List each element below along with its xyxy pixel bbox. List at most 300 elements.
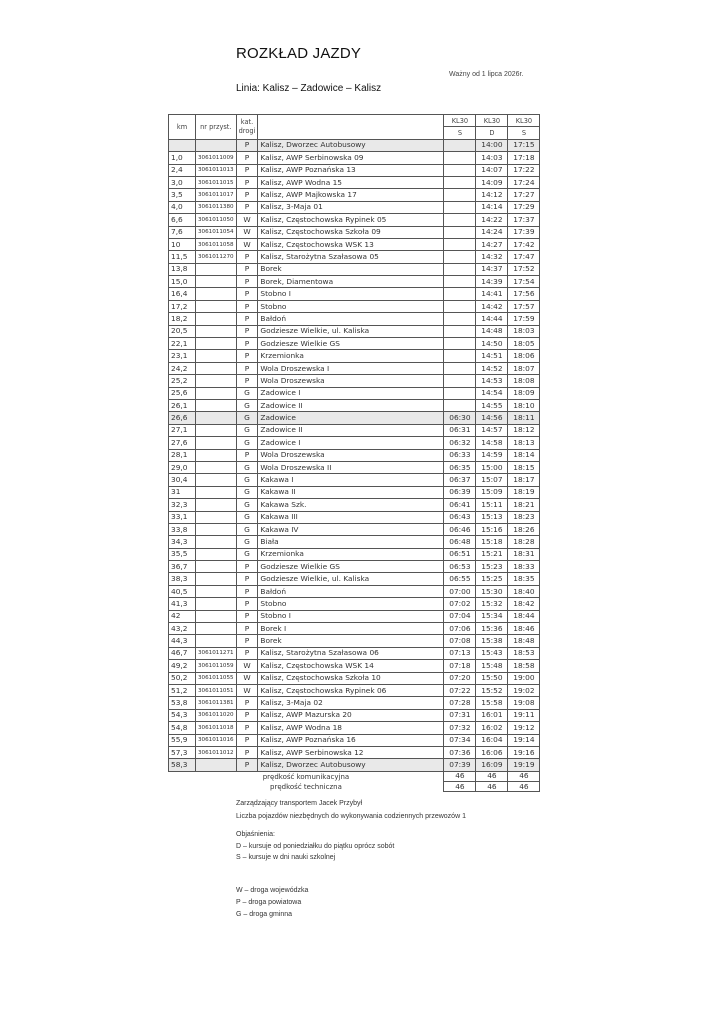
stop-name-cell: Kalisz, Dworzec Autobusowy	[258, 759, 444, 771]
departure-time-cell: 14:00	[476, 139, 508, 151]
road-category-cell: P	[236, 251, 258, 263]
stop-name-cell: Wola Droszewska II	[258, 461, 444, 473]
departure-time-cell: 18:40	[508, 585, 540, 597]
stop-name-cell: Borek	[258, 635, 444, 647]
header-km: km	[169, 115, 196, 140]
departure-time-cell: 07:28	[444, 697, 476, 709]
stop-number-cell: 3061011016	[196, 734, 237, 746]
departure-time-cell: 14:37	[476, 263, 508, 275]
stop-number-cell	[196, 375, 237, 387]
table-row	[169, 399, 540, 411]
stop-number-cell	[196, 461, 237, 473]
departure-time-cell: 15:36	[476, 623, 508, 635]
departure-time-cell: 18:31	[508, 548, 540, 560]
stop-name-cell: Kakawa Szk.	[258, 499, 444, 511]
departure-time-cell: 06:51	[444, 548, 476, 560]
course-code: KL30	[476, 115, 508, 127]
departure-time-cell: 06:55	[444, 573, 476, 585]
departure-time-cell: 17:59	[508, 313, 540, 325]
road-category-cell: P	[236, 350, 258, 362]
stop-number-cell	[196, 523, 237, 535]
speed-comm-label: prędkość komunikacyjna	[262, 772, 350, 781]
speed-comm-value: 46	[444, 771, 476, 782]
departure-time-cell: 19:12	[508, 722, 540, 734]
stop-number-cell: 3061011009	[196, 152, 237, 164]
km-cell: 44,3	[169, 635, 196, 647]
departure-time-cell: 17:27	[508, 189, 540, 201]
road-category-cell: P	[236, 449, 258, 461]
stop-number-cell	[196, 313, 237, 325]
km-cell: 15,0	[169, 276, 196, 288]
departure-time-cell: 07:18	[444, 660, 476, 672]
stop-name-cell: Kalisz, Częstochowska Szkoła 10	[258, 672, 444, 684]
departure-time-cell: 07:20	[444, 672, 476, 684]
table-row	[169, 139, 540, 151]
departure-time-cell: 19:16	[508, 746, 540, 758]
stop-name-cell: Godziesze Wielkie GS	[258, 338, 444, 350]
stop-number-cell	[196, 325, 237, 337]
road-category-cell: W	[236, 684, 258, 696]
departure-time-cell: 18:12	[508, 424, 540, 436]
stop-number-cell	[196, 548, 237, 560]
table-row	[169, 548, 540, 560]
departure-time-cell: 17:22	[508, 164, 540, 176]
departure-time-cell: 07:04	[444, 610, 476, 622]
table-row	[169, 375, 540, 387]
stop-name-cell: Stobno I	[258, 610, 444, 622]
departure-time-cell: 14:22	[476, 214, 508, 226]
table-row	[169, 362, 540, 374]
road-category-cell: P	[236, 647, 258, 659]
course-days: S	[444, 127, 476, 139]
stop-number-cell	[196, 598, 237, 610]
stop-number-cell	[196, 585, 237, 597]
km-cell: 13,8	[169, 263, 196, 275]
table-row	[169, 325, 540, 337]
departure-time-cell: 06:37	[444, 474, 476, 486]
departure-time-cell: 18:11	[508, 412, 540, 424]
table-row	[169, 288, 540, 300]
stop-number-cell: 3061011380	[196, 201, 237, 213]
km-cell: 41,3	[169, 598, 196, 610]
departure-time-cell: 15:58	[476, 697, 508, 709]
departure-time-cell: 18:17	[508, 474, 540, 486]
header-stop-name	[258, 115, 444, 140]
road-category-cell: P	[236, 375, 258, 387]
table-row	[169, 660, 540, 672]
departure-time-cell: 15:16	[476, 523, 508, 535]
departure-time-cell: 15:52	[476, 684, 508, 696]
table-row	[169, 164, 540, 176]
departure-time-cell: 15:21	[476, 548, 508, 560]
table-row	[169, 709, 540, 721]
stop-name-cell: Bałdoń	[258, 585, 444, 597]
stop-name-cell: Wola Droszewska I	[258, 362, 444, 374]
course-code: KL30	[508, 115, 540, 127]
table-row	[169, 499, 540, 511]
road-category-cell: G	[236, 474, 258, 486]
departure-time-cell: 14:24	[476, 226, 508, 238]
departure-time-cell: 14:53	[476, 375, 508, 387]
departure-time-cell: 18:26	[508, 523, 540, 535]
departure-time-cell: 18:03	[508, 325, 540, 337]
km-cell: 20,5	[169, 325, 196, 337]
road-category-cell: P	[236, 201, 258, 213]
departure-time-cell: 17:15	[508, 139, 540, 151]
departure-time-cell: 14:09	[476, 176, 508, 188]
km-cell: 26,1	[169, 399, 196, 411]
stop-name-cell: Krzemionka	[258, 548, 444, 560]
departure-time-cell: 19:08	[508, 697, 540, 709]
speed-tech-value: 46	[444, 782, 476, 792]
km-cell: 10	[169, 238, 196, 250]
km-cell: 6,6	[169, 214, 196, 226]
road-category-cell: P	[236, 189, 258, 201]
departure-time-cell	[444, 338, 476, 350]
road-category-cell: P	[236, 288, 258, 300]
departure-time-cell: 18:19	[508, 486, 540, 498]
km-cell: 25,2	[169, 375, 196, 387]
stop-number-cell	[196, 511, 237, 523]
departure-time-cell: 06:46	[444, 523, 476, 535]
stop-name-cell: Kalisz, AWP Wodna 18	[258, 722, 444, 734]
table-row	[169, 672, 540, 684]
road-category-cell: P	[236, 139, 258, 151]
departure-time-cell: 15:43	[476, 647, 508, 659]
stop-name-cell: Kalisz, Starożytna Szałasowa 05	[258, 251, 444, 263]
departure-time-cell: 14:03	[476, 152, 508, 164]
stop-name-cell: Kalisz, 3-Maja 01	[258, 201, 444, 213]
km-cell: 43,2	[169, 623, 196, 635]
departure-time-cell: 14:27	[476, 238, 508, 250]
table-row	[169, 152, 540, 164]
road-category-cell: P	[236, 610, 258, 622]
table-row	[169, 461, 540, 473]
stop-name-cell: Krzemionka	[258, 350, 444, 362]
stop-number-cell: 3061011012	[196, 746, 237, 758]
road-category-cell: G	[236, 536, 258, 548]
stop-number-cell: 3061011020	[196, 709, 237, 721]
stop-number-cell	[196, 362, 237, 374]
departure-time-cell	[444, 288, 476, 300]
departure-time-cell	[444, 189, 476, 201]
stop-number-cell	[196, 759, 237, 771]
km-cell: 23,1	[169, 350, 196, 362]
table-row	[169, 598, 540, 610]
departure-time-cell: 14:54	[476, 387, 508, 399]
departure-time-cell: 14:12	[476, 189, 508, 201]
departure-time-cell: 17:29	[508, 201, 540, 213]
km-cell: 25,6	[169, 387, 196, 399]
stop-name-cell: Stobno I	[258, 288, 444, 300]
stop-name-cell: Kalisz, AWP Poznańska 13	[258, 164, 444, 176]
stop-name-cell: Zadowice I	[258, 387, 444, 399]
header-stop-number: nr przyst.	[196, 115, 237, 140]
departure-time-cell: 17:47	[508, 251, 540, 263]
road-category-cell: G	[236, 499, 258, 511]
road-category-cell: P	[236, 164, 258, 176]
road-category-cell: G	[236, 387, 258, 399]
stop-number-cell: 3061011055	[196, 672, 237, 684]
departure-time-cell: 07:13	[444, 647, 476, 659]
table-row	[169, 189, 540, 201]
departure-time-cell: 19:02	[508, 684, 540, 696]
km-cell: 3,5	[169, 189, 196, 201]
departure-time-cell: 18:58	[508, 660, 540, 672]
departure-time-cell: 14:51	[476, 350, 508, 362]
table-row	[169, 511, 540, 523]
departure-time-cell: 18:10	[508, 399, 540, 411]
stop-number-cell	[196, 573, 237, 585]
stop-name-cell: Kalisz, Częstochowska Szkoła 09	[258, 226, 444, 238]
stop-number-cell: 3061011381	[196, 697, 237, 709]
stop-number-cell	[196, 424, 237, 436]
table-row	[169, 474, 540, 486]
stop-name-cell: Zadowice II	[258, 424, 444, 436]
road-category-cell: P	[236, 709, 258, 721]
departure-time-cell: 15:11	[476, 499, 508, 511]
departure-time-cell: 14:58	[476, 437, 508, 449]
departure-time-cell: 14:32	[476, 251, 508, 263]
departure-time-cell	[444, 362, 476, 374]
stop-name-cell: Kalisz, AWP Serbinowska 09	[258, 152, 444, 164]
departure-time-cell: 06:41	[444, 499, 476, 511]
table-row	[169, 387, 540, 399]
stop-number-cell	[196, 474, 237, 486]
stop-name-cell: Kalisz, AWP Mazurska 20	[258, 709, 444, 721]
stop-name-cell: Kalisz, AWP Majkowska 17	[258, 189, 444, 201]
departure-time-cell: 16:02	[476, 722, 508, 734]
table-row	[169, 437, 540, 449]
departure-time-cell: 17:57	[508, 300, 540, 312]
stop-number-cell: 3061011050	[196, 214, 237, 226]
stop-name-cell: Kalisz, AWP Wodna 15	[258, 176, 444, 188]
km-cell: 26,6	[169, 412, 196, 424]
timetable	[168, 114, 540, 792]
departure-time-cell: 14:59	[476, 449, 508, 461]
km-cell: 7,6	[169, 226, 196, 238]
stop-name-cell: Stobno	[258, 598, 444, 610]
legend-w: W – droga wojewódzka	[236, 887, 309, 894]
stop-name-cell: Kalisz, Częstochowska Rypinek 06	[258, 684, 444, 696]
table-row	[169, 722, 540, 734]
departure-time-cell: 17:54	[508, 276, 540, 288]
departure-time-cell: 15:23	[476, 561, 508, 573]
departure-time-cell	[444, 399, 476, 411]
table-row	[169, 412, 540, 424]
km-cell: 27,1	[169, 424, 196, 436]
km-cell: 53,8	[169, 697, 196, 709]
stop-name-cell: Kalisz, Częstochowska WSK 14	[258, 660, 444, 672]
departure-time-cell: 06:32	[444, 437, 476, 449]
departure-time-cell: 18:07	[508, 362, 540, 374]
departure-time-cell: 06:39	[444, 486, 476, 498]
road-category-cell: G	[236, 437, 258, 449]
stop-number-cell: 3061011051	[196, 684, 237, 696]
table-row	[169, 214, 540, 226]
vehicles-note: Liczba pojazdów niezbędnych do wykonywania codziennych przewozów 1	[236, 813, 466, 820]
road-category-cell: G	[236, 548, 258, 560]
stop-number-cell	[196, 399, 237, 411]
departure-time-cell: 18:21	[508, 499, 540, 511]
departure-time-cell	[444, 201, 476, 213]
speed-tech-value: 46	[508, 782, 540, 792]
km-cell: 17,2	[169, 300, 196, 312]
km-cell: 32,3	[169, 499, 196, 511]
departure-time-cell: 06:35	[444, 461, 476, 473]
departure-time-cell: 14:56	[476, 412, 508, 424]
speed-tech-label: prędkość techniczna	[270, 782, 342, 791]
course-code: KL30	[444, 115, 476, 127]
road-category-cell: P	[236, 573, 258, 585]
stop-number-cell	[196, 486, 237, 498]
stop-name-cell: Zadowice	[258, 412, 444, 424]
departure-time-cell: 17:39	[508, 226, 540, 238]
departure-time-cell: 06:48	[444, 536, 476, 548]
stop-number-cell: 3061011059	[196, 660, 237, 672]
road-category-cell: P	[236, 276, 258, 288]
table-row	[169, 176, 540, 188]
departure-time-cell: 18:44	[508, 610, 540, 622]
stop-number-cell: 3061011018	[196, 722, 237, 734]
table-row	[169, 746, 540, 758]
table-row	[169, 300, 540, 312]
road-category-cell: P	[236, 697, 258, 709]
departure-time-cell: 15:38	[476, 635, 508, 647]
stop-number-cell	[196, 276, 237, 288]
departure-time-cell: 14:52	[476, 362, 508, 374]
km-cell: 51,2	[169, 684, 196, 696]
departure-time-cell: 14:14	[476, 201, 508, 213]
table-row	[169, 635, 540, 647]
table-row	[169, 647, 540, 659]
km-cell: 29,0	[169, 461, 196, 473]
departure-time-cell: 17:37	[508, 214, 540, 226]
table-row	[169, 486, 540, 498]
departure-time-cell: 07:06	[444, 623, 476, 635]
departure-time-cell: 06:53	[444, 561, 476, 573]
road-category-cell: W	[236, 672, 258, 684]
km-cell: 30,4	[169, 474, 196, 486]
departure-time-cell: 14:48	[476, 325, 508, 337]
road-category-cell: G	[236, 412, 258, 424]
departure-time-cell: 19:14	[508, 734, 540, 746]
road-category-cell: P	[236, 635, 258, 647]
km-cell: 2,4	[169, 164, 196, 176]
table-row	[169, 585, 540, 597]
stop-number-cell	[196, 139, 237, 151]
course-days: D	[476, 127, 508, 139]
speed-tech-value: 46	[476, 782, 508, 792]
departure-time-cell: 15:09	[476, 486, 508, 498]
departure-time-cell	[444, 387, 476, 399]
road-category-cell: G	[236, 424, 258, 436]
departure-time-cell: 17:56	[508, 288, 540, 300]
road-category-cell: G	[236, 461, 258, 473]
table-row	[169, 623, 540, 635]
departure-time-cell: 19:11	[508, 709, 540, 721]
stop-number-cell	[196, 561, 237, 573]
departure-time-cell: 15:25	[476, 573, 508, 585]
departure-time-cell: 15:07	[476, 474, 508, 486]
table-row	[169, 561, 540, 573]
timetable-body	[169, 139, 540, 771]
table-row	[169, 338, 540, 350]
departure-time-cell: 14:57	[476, 424, 508, 436]
departure-time-cell: 07:39	[444, 759, 476, 771]
table-row	[169, 684, 540, 696]
road-category-cell: W	[236, 226, 258, 238]
table-row	[169, 350, 540, 362]
stop-name-cell: Kakawa I	[258, 474, 444, 486]
table-row	[169, 313, 540, 325]
stop-number-cell	[196, 499, 237, 511]
road-category-cell: P	[236, 585, 258, 597]
departure-time-cell: 07:22	[444, 684, 476, 696]
table-row	[169, 759, 540, 771]
speed-comm-value: 46	[508, 771, 540, 782]
departure-time-cell	[444, 164, 476, 176]
departure-time-cell: 16:04	[476, 734, 508, 746]
departure-time-cell: 18:08	[508, 375, 540, 387]
km-cell: 11,5	[169, 251, 196, 263]
departure-time-cell: 15:00	[476, 461, 508, 473]
departure-time-cell: 14:50	[476, 338, 508, 350]
km-cell: 33,1	[169, 511, 196, 523]
road-category-cell: P	[236, 362, 258, 374]
departure-time-cell	[444, 226, 476, 238]
road-category-cell: G	[236, 399, 258, 411]
departure-time-cell: 06:30	[444, 412, 476, 424]
stop-number-cell	[196, 412, 237, 424]
road-category-cell: P	[236, 746, 258, 758]
stop-number-cell: 3061011271	[196, 647, 237, 659]
stop-name-cell: Zadowice II	[258, 399, 444, 411]
road-category-cell: P	[236, 722, 258, 734]
departure-time-cell: 18:06	[508, 350, 540, 362]
departure-time-cell: 18:35	[508, 573, 540, 585]
legend-d: D – kursuje od poniedziałku do piątku oprócz sobót	[236, 843, 395, 850]
km-cell: 40,5	[169, 585, 196, 597]
departure-time-cell: 15:13	[476, 511, 508, 523]
departure-time-cell: 06:31	[444, 424, 476, 436]
road-category-cell: W	[236, 214, 258, 226]
road-category-cell: W	[236, 238, 258, 250]
stop-number-cell: 3061011015	[196, 176, 237, 188]
table-row	[169, 536, 540, 548]
header-road-category: kat. drogi	[236, 115, 258, 140]
departure-time-cell	[444, 152, 476, 164]
departure-time-cell: 17:18	[508, 152, 540, 164]
stop-number-cell: 3061011058	[196, 238, 237, 250]
stop-name-cell: Borek, Diamentowa	[258, 276, 444, 288]
stop-name-cell: Kalisz, AWP Poznańska 16	[258, 734, 444, 746]
departure-time-cell: 15:30	[476, 585, 508, 597]
legend-g: G – droga gminna	[236, 911, 293, 918]
departure-time-cell: 17:24	[508, 176, 540, 188]
stop-number-cell	[196, 288, 237, 300]
stop-number-cell: 3061011013	[196, 164, 237, 176]
stop-name-cell: Borek	[258, 263, 444, 275]
stop-name-cell: Biała	[258, 536, 444, 548]
departure-time-cell: 14:55	[476, 399, 508, 411]
departure-time-cell: 19:19	[508, 759, 540, 771]
road-category-cell: P	[236, 338, 258, 350]
road-category-cell: P	[236, 759, 258, 771]
departure-time-cell: 16:06	[476, 746, 508, 758]
table-row	[169, 238, 540, 250]
departure-time-cell: 14:39	[476, 276, 508, 288]
